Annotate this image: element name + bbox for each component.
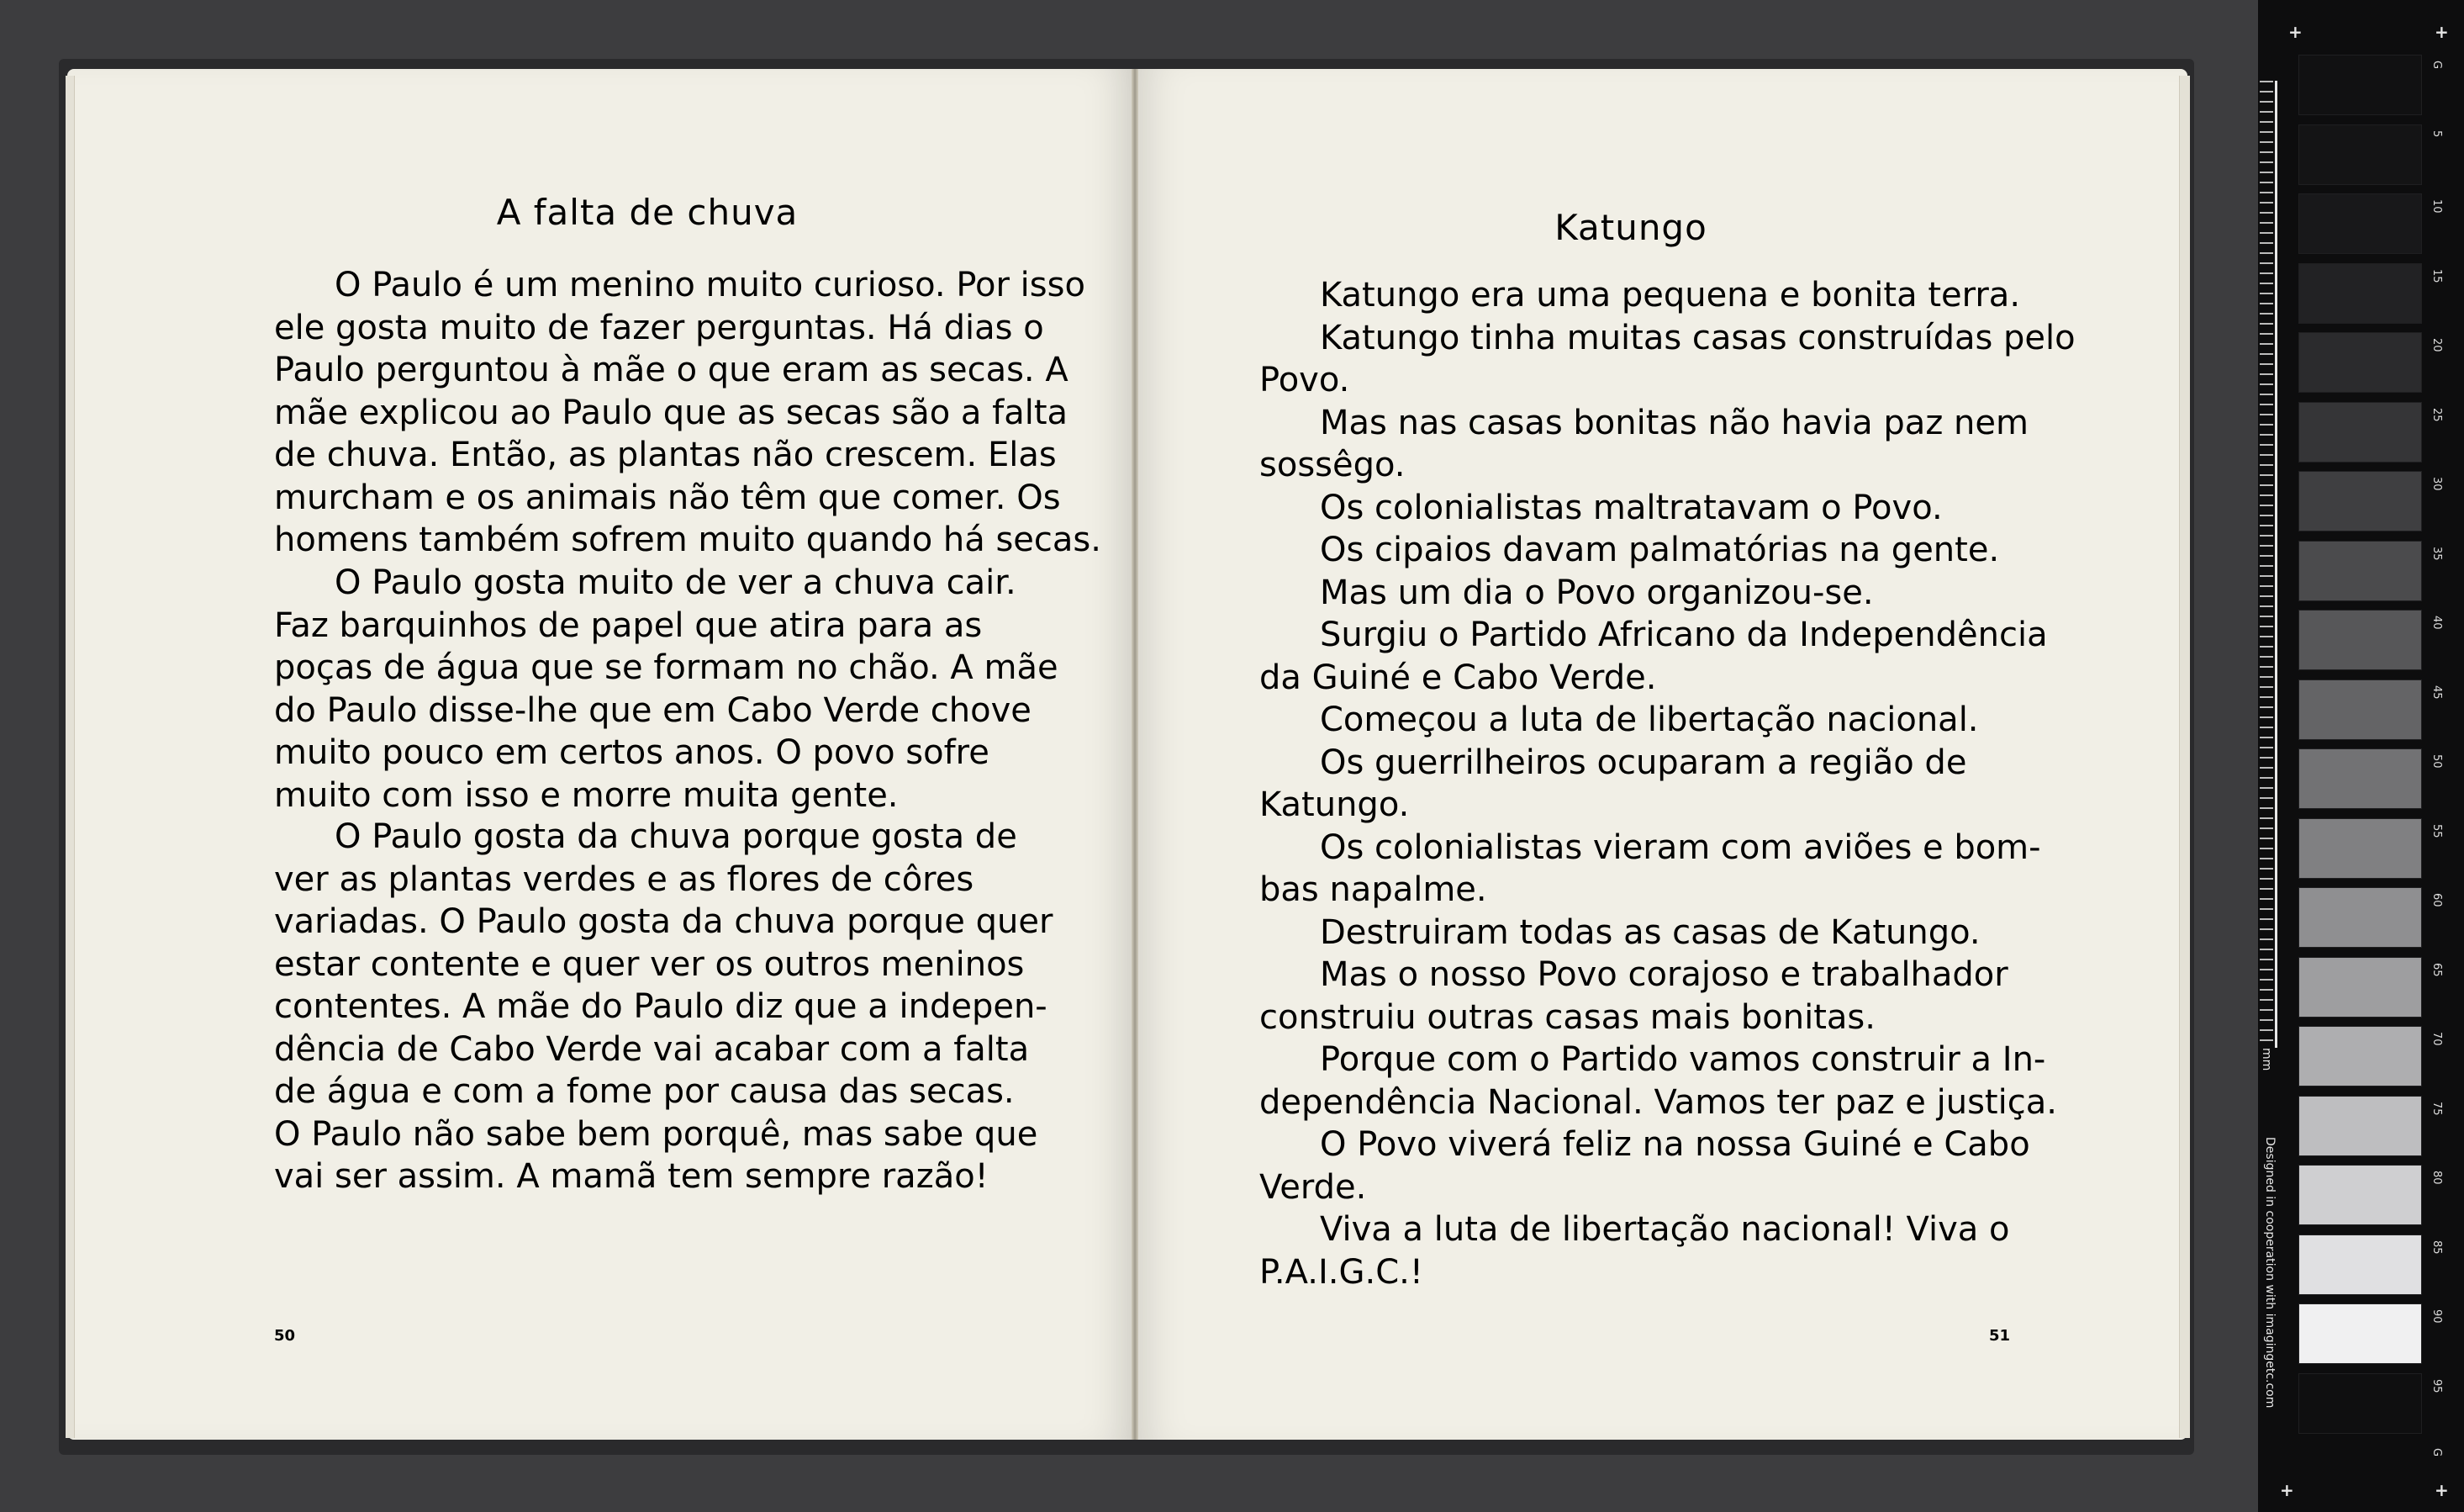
patch-label: 5 [2430,130,2443,137]
grey-patch [2299,56,2421,114]
text-line: Paulo perguntou à mãe o que eram as secas. A [274,351,1068,389]
text-line: vai ser assim. A mamã tem sempre razão! [274,1157,989,1196]
text-line: Os colonialistas vieram com aviões e bom- [1320,827,2041,867]
grey-patch [2299,403,2421,462]
text-line: mãe explicou ao Paulo que as secas são a falta [274,393,1068,432]
text-line: Os guerrilheiros ocuparam a região de [1320,743,1967,782]
grey-patch [2299,611,2421,669]
text-line: O Paulo gosta da chuva porque gosta de [335,817,1017,856]
left-paragraph-3 [274,816,1053,1198]
registration-mark-bottom-right: + [2435,1480,2449,1500]
text-line: Povo. [1259,361,1350,399]
registration-mark-top-left: + [2288,22,2303,42]
text-line: Katungo era uma pequena e bonita terra. [1320,276,2021,315]
grey-patch [2299,333,2421,392]
patch-label: 45 [2430,685,2443,700]
grey-patch [2299,542,2421,600]
patch-label: 25 [2430,407,2443,422]
text-line: da Guiné e Cabo Verde. [1259,658,1657,697]
text-line: construiu outras casas mais bonitas. [1259,997,1876,1037]
patch-label: 75 [2430,1101,2443,1116]
patch-label: 40 [2430,616,2443,630]
patch-label: 50 [2430,754,2443,769]
grey-patch [2299,680,2421,739]
text-line: muito pouco em certos anos. O povo sofre [274,733,989,772]
grey-patch [2299,1304,2421,1363]
patch-label: 95 [2430,1378,2443,1393]
left-page-title: A falta de chuva [496,192,799,233]
grey-patch [2299,264,2421,323]
left-paragraph-2 [274,562,1058,817]
registration-mark-bottom-left: + [2280,1480,2294,1500]
grey-patch [2299,749,2421,808]
text-line: murcham e os animais não têm que comer. Os [274,478,1061,517]
text-line: Os cipaios davam palmatórias na gente. [1320,531,2000,569]
ruler-edge [2275,81,2277,1048]
text-line: Os colonialistas maltratavam o Povo. [1320,488,1943,527]
page-number-right: 51 [1989,1327,2011,1345]
page-edges-left [66,76,75,1438]
text-line: ele gosta muito de fazer perguntas. Há dias o [274,308,1044,347]
text-line: estar contente e quer ver os outros meninos [274,944,1025,984]
text-line: Destruiram todas as casas de Katungo. [1320,912,1981,952]
text-line: do Paulo disse-lhe que em Cabo Verde chove [274,690,1032,730]
patch-label: 60 [2430,893,2443,907]
left-paragraph-1 [274,264,1101,562]
text-line: Katungo tinha muitas casas construídas pelo [1320,318,2076,357]
text-line: O Povo viverá feliz na nossa Guiné e Cabo [1320,1125,2030,1164]
text-line: P.A.I.G.C.! [1259,1252,1423,1292]
text-line: Porque com o Partido vamos construir a In- [1320,1040,2046,1079]
right-page-title: Katungo [1554,207,1707,248]
text-line: de chuva. Então, as plantas não crescem. Elas [274,436,1057,474]
text-line: poças de água que se formam no chão. A mãe [274,648,1058,687]
right-text-block [1259,274,2076,1293]
patch-label: G [2430,61,2443,70]
grey-patch [2299,888,2421,947]
text-line: Mas o nosso Povo corajoso e trabalhador [1320,955,2008,994]
patch-label: 65 [2430,962,2443,977]
patch-label: 35 [2430,546,2443,561]
book-gutter [1132,69,1138,1440]
text-line: bas napalme. [1259,870,1487,909]
text-line: Mas nas casas bonitas não havia paz nem [1320,403,2029,442]
ruler-unit: mm [2260,1048,2273,1071]
grey-patch [2299,1374,2421,1433]
text-line: sossêgo. [1259,446,1406,484]
text-line: Verde. [1259,1167,1367,1207]
patch-label: 80 [2430,1171,2443,1185]
calibration-credit: Designed in cooperation with imagingetc.com [2263,1137,2277,1409]
text-line: variadas. O Paulo gosta da chuva porque quer [274,902,1053,941]
text-line: Katungo. [1259,785,1410,824]
patch-label: 15 [2430,268,2443,283]
page-edges-right [2179,76,2190,1438]
grey-patch [2299,472,2421,531]
text-line: Faz barquinhos de papel que atira para as [274,605,983,645]
grey-patch [2299,1235,2421,1294]
page-number-left: 50 [274,1327,296,1345]
text-line: dependência Nacional. Vamos ter paz e justiça. [1259,1082,2057,1122]
text-line: ver as plantas verdes e as flores de côres [274,859,974,899]
text-line: homens também sofrem muito quando há secas. [274,521,1101,559]
grey-patch [2299,1166,2421,1224]
grey-patch [2299,194,2421,253]
text-line: O Paulo é um menino muito curioso. Por isso [335,266,1085,304]
patch-label: G [2430,1448,2443,1457]
text-line: Viva a luta de libertação nacional! Viva o [1320,1210,2010,1249]
mm-ruler [2260,81,2273,1048]
patch-label: 70 [2430,1032,2443,1046]
text-line: Surgiu o Partido Africano da Independência [1320,616,2048,654]
grey-patch [2299,125,2421,184]
text-line: Começou a luta de libertação nacional. [1320,700,1979,739]
patch-label: 85 [2430,1240,2443,1255]
patch-label: 20 [2430,338,2443,352]
patch-label: 55 [2430,823,2443,838]
grey-patch [2299,958,2421,1017]
patch-label: 30 [2430,477,2443,491]
registration-mark-top-right: + [2435,22,2449,42]
grey-patch [2299,819,2421,878]
text-line: O Paulo não sabe bem porquê, mas sabe que [274,1114,1038,1154]
text-line: contentes. A mãe do Paulo diz que a indepen- [274,987,1047,1026]
text-line: de água e com a fome por causa das secas. [274,1072,1015,1111]
text-line: muito com isso e morre muita gente. [274,775,899,815]
text-line: dência de Cabo Verde vai acabar com a falta [274,1029,1030,1069]
text-line: O Paulo gosta muito de ver a chuva cair. [335,563,1016,602]
grey-patch [2299,1097,2421,1155]
patch-label: 90 [2430,1309,2443,1324]
grey-patch [2299,1027,2421,1086]
patch-label: 10 [2430,199,2443,214]
text-line: Mas um dia o Povo organizou-se. [1320,573,1874,612]
